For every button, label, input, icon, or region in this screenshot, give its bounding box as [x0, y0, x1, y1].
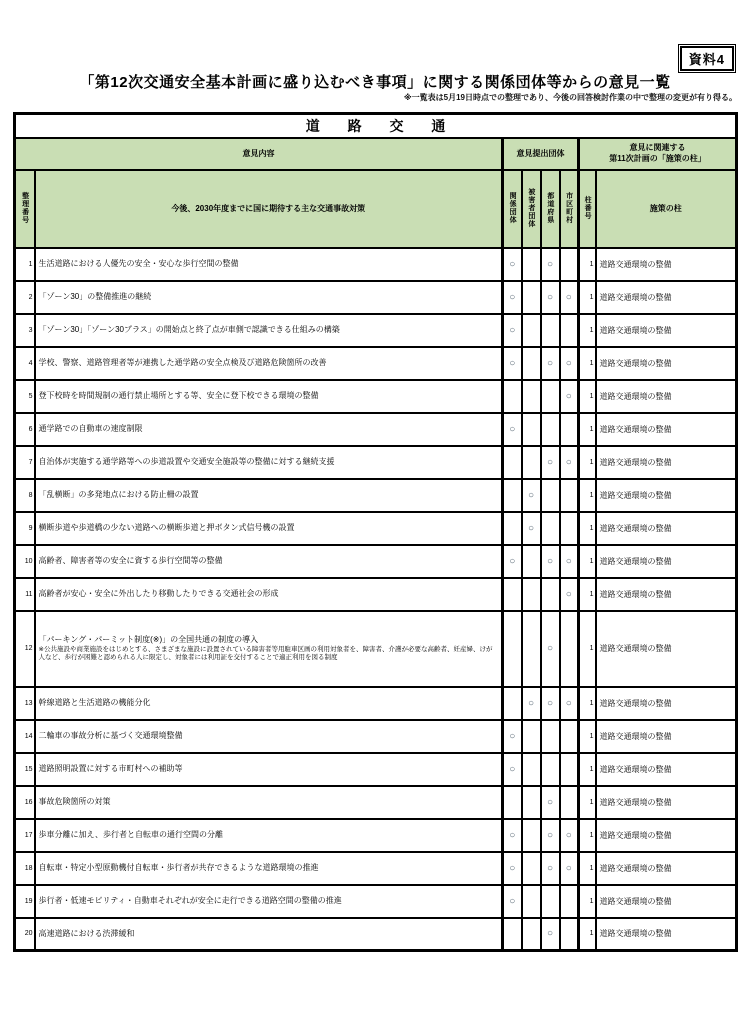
- mark-shikuchoson: ○: [560, 819, 579, 852]
- mark-todofuken: [541, 885, 560, 918]
- mark-shikuchoson: ○: [560, 347, 579, 380]
- row-number: 18: [15, 852, 35, 885]
- pillar-text: 道路交通環境の整備: [596, 446, 737, 479]
- table-row: [15, 248, 737, 281]
- mark-todofuken: [541, 380, 560, 413]
- mark-todofuken: ○: [541, 347, 560, 380]
- header-org-todofuken: [541, 170, 560, 248]
- mark-todofuken: [541, 413, 560, 446]
- row-opinion-text: 横断歩道や歩道橋の少ない道路への横断歩道と押ボタン式信号機の設置: [35, 512, 503, 545]
- table-row: [15, 413, 737, 446]
- table-row: [15, 852, 737, 885]
- row-opinion-text: 自治体が実施する通学路等への歩道設置や交通安全施設等の整備に対する継続支援: [35, 446, 503, 479]
- row-number: 13: [15, 687, 35, 720]
- header-submitting-orgs: 意見提出団体: [503, 138, 579, 170]
- mark-todofuken: ○: [541, 248, 560, 281]
- pillar-number: 1: [579, 852, 596, 885]
- header-related-pillar-line2: 第11次計画の「施策の柱」: [609, 153, 706, 163]
- row-number: 9: [15, 512, 35, 545]
- mark-higaisha-dantai: [522, 347, 541, 380]
- mark-kankei-dantai: [503, 446, 522, 479]
- pillar-number: 1: [579, 918, 596, 951]
- pillar-number: 1: [579, 479, 596, 512]
- pillar-number: 1: [579, 720, 596, 753]
- table-row: [15, 753, 737, 786]
- mark-shikuchoson: ○: [560, 446, 579, 479]
- mark-kankei-dantai: ○: [503, 852, 522, 885]
- header-org-higaisha: [522, 170, 541, 248]
- mark-todofuken: ○: [541, 819, 560, 852]
- mark-shikuchoson: [560, 753, 579, 786]
- mark-todofuken: [541, 512, 560, 545]
- document-number-badge: 資料4: [680, 46, 734, 71]
- header-org-kankei: [503, 170, 522, 248]
- row-opinion-subnote: ※公共施設や商業施設をはじめとする、さまざまな施設に設置されている障害者等用駐車区画の利用対象者を、障害者、介護が必要な高齢者、妊産婦、けが人など、歩行が困難と認められる人に限定し、対象者には利用証を交付することで適正利用を図る制度: [38, 645, 493, 661]
- table-row: [15, 347, 737, 380]
- pillar-text: 道路交通環境の整備: [596, 512, 737, 545]
- revision-note: ※一覧表は5月19日時点での整理であり、今後の回答検討作業の中で整理の変更が有り得る。: [403, 93, 737, 102]
- pillar-number: 1: [579, 347, 596, 380]
- header-org-shikuchoson-label: 市区町村: [565, 191, 573, 224]
- row-number: 2: [15, 281, 35, 314]
- mark-higaisha-dantai: [522, 885, 541, 918]
- header-pillar-number-label: 柱番号: [584, 195, 592, 220]
- row-number: 20: [15, 918, 35, 951]
- row-opinion-text: 道路照明設置に対する市町村への補助等: [35, 753, 503, 786]
- pillar-number: 1: [579, 413, 596, 446]
- mark-todofuken: ○: [541, 281, 560, 314]
- mark-higaisha-dantai: [522, 720, 541, 753]
- row-opinion-text: 高齢者、障害者等の安全に資する歩行空間等の整備: [35, 545, 503, 578]
- mark-todofuken: ○: [541, 446, 560, 479]
- mark-higaisha-dantai: [522, 753, 541, 786]
- mark-kankei-dantai: [503, 918, 522, 951]
- row-opinion-text: 生活道路における人優先の安全・安心な歩行空間の整備: [35, 248, 503, 281]
- mark-higaisha-dantai: [522, 819, 541, 852]
- row-opinion-text: 通学路での自動車の速度制限: [35, 413, 503, 446]
- mark-kankei-dantai: [503, 380, 522, 413]
- pillar-number: 1: [579, 446, 596, 479]
- mark-shikuchoson: ○: [560, 545, 579, 578]
- row-number: 4: [15, 347, 35, 380]
- row-number: 15: [15, 753, 35, 786]
- mark-higaisha-dantai: ○: [522, 512, 541, 545]
- header-org-todofuken-label: 都道府県: [546, 191, 554, 224]
- table-row: [15, 687, 737, 720]
- mark-higaisha-dantai: [522, 380, 541, 413]
- header-main-measures: 今後、2030年度までに国に期待する主な交通事故対策: [35, 170, 503, 248]
- mark-higaisha-dantai: [522, 545, 541, 578]
- row-opinion-text: 「ゾーン30」の整備推進の継続: [35, 281, 503, 314]
- mark-todofuken: ○: [541, 852, 560, 885]
- pillar-number: 1: [579, 687, 596, 720]
- row-opinion-text: 高速道路における渋滞緩和: [35, 918, 503, 951]
- row-opinion-text: 「乱横断」の多発地点における防止柵の設置: [35, 479, 503, 512]
- header-related-pillar-line1: 意見に関連する: [629, 142, 686, 152]
- table-row: [15, 885, 737, 918]
- mark-shikuchoson: [560, 786, 579, 819]
- pillar-number: 1: [579, 753, 596, 786]
- pillar-number: 1: [579, 281, 596, 314]
- mark-kankei-dantai: ○: [503, 545, 522, 578]
- mark-shikuchoson: [560, 248, 579, 281]
- mark-todofuken: ○: [541, 918, 560, 951]
- mark-todofuken: ○: [541, 786, 560, 819]
- pillar-text: 道路交通環境の整備: [596, 687, 737, 720]
- pillar-number: 1: [579, 380, 596, 413]
- mark-shikuchoson: [560, 512, 579, 545]
- row-opinion-text: 「ゾーン30」「ゾーン30プラス」の開始点と終了点が車側で認識できる仕組みの構築: [35, 314, 503, 347]
- table-row: [15, 819, 737, 852]
- row-number: 1: [15, 248, 35, 281]
- pillar-number: 1: [579, 611, 596, 687]
- mark-kankei-dantai: [503, 512, 522, 545]
- header-pillar: 施策の柱: [596, 170, 737, 248]
- table-row: [15, 479, 737, 512]
- pillar-text: 道路交通環境の整備: [596, 347, 737, 380]
- opinion-table: [13, 112, 738, 952]
- mark-higaisha-dantai: [522, 578, 541, 611]
- pillar-text: 道路交通環境の整備: [596, 852, 737, 885]
- pillar-text: 道路交通環境の整備: [596, 611, 737, 687]
- mark-higaisha-dantai: [522, 446, 541, 479]
- row-opinion-text: 「パーキング・パーミット制度(※)」の全国共通の制度の導入 ※公共施設や商業施設をはじめとする、さまざまな施設に設置されている障害者等用駐車区画の利用対象者を、障害者、介護が必要な高齢者、妊産婦、けが人など、歩行が困難と認められる人に限定し、対象者には利用証を交付することで適正利用を図る制度: [35, 611, 503, 687]
- mark-higaisha-dantai: ○: [522, 687, 541, 720]
- mark-shikuchoson: [560, 885, 579, 918]
- mark-shikuchoson: ○: [560, 281, 579, 314]
- mark-shikuchoson: ○: [560, 380, 579, 413]
- row-opinion-text: 事故危険箇所の対策: [35, 786, 503, 819]
- table-row: [15, 611, 737, 687]
- mark-kankei-dantai: [503, 687, 522, 720]
- mark-higaisha-dantai: [522, 786, 541, 819]
- row-opinion-text: 学校、警察、道路管理者等が連携した通学路の安全点検及び道路危険箇所の改善: [35, 347, 503, 380]
- mark-higaisha-dantai: [522, 918, 541, 951]
- table-row: [15, 578, 737, 611]
- mark-kankei-dantai: [503, 611, 522, 687]
- table-row: [15, 786, 737, 819]
- header-pillar-number: [579, 170, 596, 248]
- mark-kankei-dantai: ○: [503, 248, 522, 281]
- table-row: [15, 545, 737, 578]
- pillar-text: 道路交通環境の整備: [596, 918, 737, 951]
- table-section-title: 道 路 交 通: [15, 114, 737, 138]
- row-number: 5: [15, 380, 35, 413]
- pillar-text: 道路交通環境の整備: [596, 314, 737, 347]
- mark-shikuchoson: [560, 479, 579, 512]
- pillar-text: 道路交通環境の整備: [596, 786, 737, 819]
- row-opinion-text: 幹線道路と生活道路の機能分化: [35, 687, 503, 720]
- mark-kankei-dantai: ○: [503, 314, 522, 347]
- header-seiri-bango: [15, 170, 35, 248]
- pillar-number: 1: [579, 578, 596, 611]
- mark-kankei-dantai: ○: [503, 281, 522, 314]
- table-row: [15, 314, 737, 347]
- mark-higaisha-dantai: ○: [522, 479, 541, 512]
- row-number: 6: [15, 413, 35, 446]
- header-opinion-content: 意見内容: [15, 138, 503, 170]
- mark-todofuken: ○: [541, 687, 560, 720]
- pillar-text: 道路交通環境の整備: [596, 578, 737, 611]
- mark-shikuchoson: ○: [560, 687, 579, 720]
- pillar-text: 道路交通環境の整備: [596, 281, 737, 314]
- mark-todofuken: [541, 578, 560, 611]
- table-row: [15, 918, 737, 951]
- row-number: 11: [15, 578, 35, 611]
- row-number: 17: [15, 819, 35, 852]
- mark-kankei-dantai: ○: [503, 413, 522, 446]
- pillar-text: 道路交通環境の整備: [596, 479, 737, 512]
- mark-kankei-dantai: [503, 578, 522, 611]
- header-org-higaisha-label: 被害者団体: [527, 187, 535, 228]
- mark-shikuchoson: [560, 413, 579, 446]
- pillar-text: 道路交通環境の整備: [596, 720, 737, 753]
- mark-shikuchoson: [560, 918, 579, 951]
- pillar-text: 道路交通環境の整備: [596, 545, 737, 578]
- row-opinion-text: 歩行者・低速モビリティ・自動車それぞれが安全に走行できる道路空間の整備の推進: [35, 885, 503, 918]
- header-org-shikuchoson: [560, 170, 579, 248]
- mark-todofuken: [541, 753, 560, 786]
- row-opinion-text: 高齢者が安心・安全に外出したり移動したりできる交通社会の形成: [35, 578, 503, 611]
- pillar-text: 道路交通環境の整備: [596, 885, 737, 918]
- row-number: 8: [15, 479, 35, 512]
- table-row: [15, 380, 737, 413]
- pillar-number: 1: [579, 545, 596, 578]
- row-opinion-text: 登下校時を時間規制の通行禁止場所とする等、安全に登下校できる環境の整備: [35, 380, 503, 413]
- row-number: 12: [15, 611, 35, 687]
- mark-kankei-dantai: ○: [503, 753, 522, 786]
- table-row: [15, 512, 737, 545]
- row-opinion-text: 二輪車の事故分析に基づく交通環境整備: [35, 720, 503, 753]
- table-body: [15, 248, 737, 951]
- pillar-text: 道路交通環境の整備: [596, 380, 737, 413]
- pillar-number: 1: [579, 314, 596, 347]
- mark-shikuchoson: [560, 720, 579, 753]
- row-number: 10: [15, 545, 35, 578]
- row-opinion-text: 自転車・特定小型原動機付自転車・歩行者が共存できるような道路環境の推進: [35, 852, 503, 885]
- pillar-number: 1: [579, 885, 596, 918]
- table-row: [15, 281, 737, 314]
- mark-todofuken: [541, 720, 560, 753]
- mark-higaisha-dantai: [522, 314, 541, 347]
- header-related-pillar: [579, 138, 737, 170]
- header-seiri-bango-label: 整理番号: [21, 191, 29, 224]
- mark-shikuchoson: ○: [560, 852, 579, 885]
- row-opinion-text: 歩車分離に加え、歩行者と自転車の通行空間の分離: [35, 819, 503, 852]
- mark-todofuken: [541, 479, 560, 512]
- mark-higaisha-dantai: [522, 248, 541, 281]
- row-number: 19: [15, 885, 35, 918]
- row-number: 14: [15, 720, 35, 753]
- mark-shikuchoson: [560, 314, 579, 347]
- page-title: 「第12次交通安全基本計画に盛り込むべき事項」に関する関係団体等からの意見一覧: [79, 74, 671, 91]
- pillar-text: 道路交通環境の整備: [596, 413, 737, 446]
- pillar-number: 1: [579, 512, 596, 545]
- pillar-text: 道路交通環境の整備: [596, 248, 737, 281]
- mark-todofuken: ○: [541, 545, 560, 578]
- row-number: 3: [15, 314, 35, 347]
- mark-kankei-dantai: ○: [503, 720, 522, 753]
- mark-higaisha-dantai: [522, 413, 541, 446]
- table-row: [15, 720, 737, 753]
- mark-kankei-dantai: [503, 479, 522, 512]
- row-number: 7: [15, 446, 35, 479]
- mark-higaisha-dantai: [522, 611, 541, 687]
- mark-higaisha-dantai: [522, 852, 541, 885]
- mark-kankei-dantai: ○: [503, 819, 522, 852]
- row-number: 16: [15, 786, 35, 819]
- mark-todofuken: ○: [541, 611, 560, 687]
- mark-todofuken: [541, 314, 560, 347]
- pillar-text: 道路交通環境の整備: [596, 819, 737, 852]
- mark-shikuchoson: [560, 611, 579, 687]
- pillar-text: 道路交通環境の整備: [596, 753, 737, 786]
- mark-higaisha-dantai: [522, 281, 541, 314]
- pillar-number: 1: [579, 248, 596, 281]
- mark-kankei-dantai: ○: [503, 885, 522, 918]
- table-row: [15, 446, 737, 479]
- header-org-kankei-label: 関係団体: [509, 191, 517, 224]
- mark-shikuchoson: ○: [560, 578, 579, 611]
- pillar-number: 1: [579, 819, 596, 852]
- pillar-number: 1: [579, 786, 596, 819]
- mark-kankei-dantai: ○: [503, 347, 522, 380]
- mark-kankei-dantai: [503, 786, 522, 819]
